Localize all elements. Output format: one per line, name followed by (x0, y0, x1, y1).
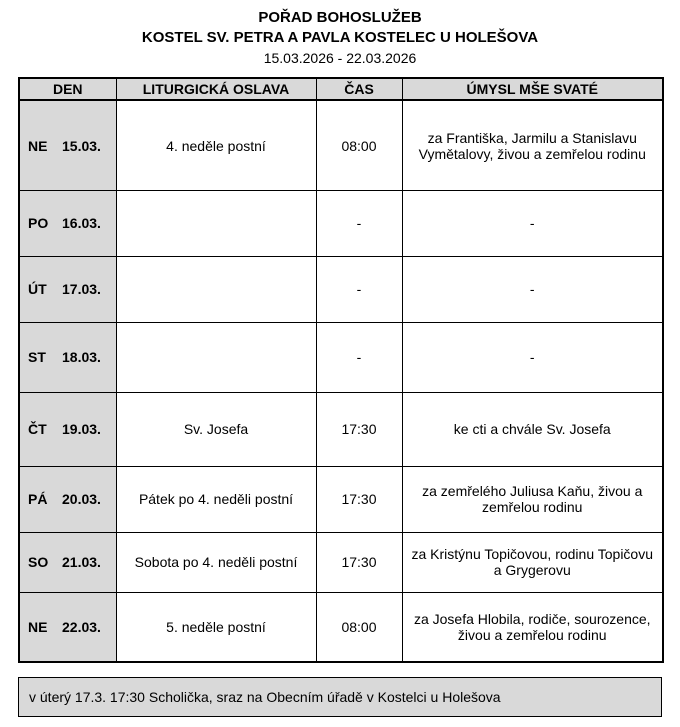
day-abbr: NE (28, 619, 48, 636)
day-abbr: SO (28, 554, 49, 571)
page-subtitle: KOSTEL SV. PETRA A PAVLA KOSTELEC U HOLEŠOVA (141, 29, 539, 47)
day-abbr: ÚT (28, 281, 47, 298)
column-header-oslava: LITURGICKÁ OSLAVA (116, 78, 316, 100)
day-abbr: ST (28, 349, 46, 366)
header-row (19, 78, 663, 100)
celebration-cell: 5. neděle postní (116, 592, 316, 662)
table-row (19, 466, 663, 532)
intention-cell: ke cti a chvále Sv. Josefa (402, 392, 663, 466)
day-abbr: ČT (28, 421, 47, 438)
table-row (19, 592, 663, 662)
table-row (19, 392, 663, 466)
intention-cell: za zemřelého Juliusa Kaňu, živou a zemřelou rodinu (402, 466, 663, 532)
day-cell (19, 256, 116, 322)
celebration-cell: Sobota po 4. neděli postní (116, 532, 316, 592)
day-cell (19, 190, 116, 256)
intention-cell: - (402, 322, 663, 392)
day-date: 18.03. (62, 349, 101, 366)
intention-cell: - (402, 256, 663, 322)
time-cell: - (316, 256, 402, 322)
table-row (19, 256, 663, 322)
day-date: 19.03. (62, 421, 101, 438)
page-title: POŘAD BOHOSLUŽEB (258, 9, 422, 26)
celebration-cell: 4. neděle postní (116, 100, 316, 190)
title-block (18, 8, 662, 67)
day-cell (19, 392, 116, 466)
day-date: 15.03. (62, 137, 101, 154)
column-header-den: DEN (19, 78, 116, 100)
celebration-cell (116, 322, 316, 392)
column-header-cas: ČAS (316, 78, 402, 100)
table-row (19, 322, 663, 392)
day-date: 21.03. (62, 554, 101, 571)
day-abbr: PÁ (28, 491, 48, 508)
table-row (19, 190, 663, 256)
time-cell: 08:00 (316, 592, 402, 662)
day-cell (19, 100, 116, 190)
schedule-table (18, 77, 664, 663)
table-row (19, 532, 663, 592)
footer-note: v úterý 17.3. 17:30 Scholička, sraz na Obecním úřadě v Kostelci u Holešova (18, 677, 662, 717)
time-cell: - (316, 322, 402, 392)
day-cell (19, 322, 116, 392)
date-range: 15.03.2026 - 22.03.2026 (263, 49, 417, 66)
day-abbr: NE (28, 137, 48, 154)
intention-cell: - (402, 190, 663, 256)
day-date: 20.03. (62, 491, 101, 508)
day-cell (19, 466, 116, 532)
time-cell: - (316, 190, 402, 256)
day-date: 16.03. (62, 215, 101, 232)
time-cell: 17:30 (316, 466, 402, 532)
celebration-cell: Pátek po 4. neděli postní (116, 466, 316, 532)
celebration-cell (116, 190, 316, 256)
day-cell (19, 592, 116, 662)
day-abbr: PO (28, 215, 49, 232)
day-date: 17.03. (62, 281, 101, 298)
intention-cell: za Kristýnu Topičovou, rodinu Topičovu a Grygerovu (402, 532, 663, 592)
table-row (19, 100, 663, 190)
time-cell: 08:00 (316, 100, 402, 190)
celebration-cell (116, 256, 316, 322)
day-cell (19, 532, 116, 592)
column-header-umysl: ÚMYSL MŠE SVATÉ (402, 78, 663, 100)
day-date: 22.03. (62, 619, 101, 636)
time-cell: 17:30 (316, 392, 402, 466)
time-cell: 17:30 (316, 532, 402, 592)
celebration-cell: Sv. Josefa (116, 392, 316, 466)
intention-cell: za Františka, Jarmilu a Stanislavu Vymětalovy, živou a zemřelou rodinu (402, 100, 663, 190)
intention-cell: za Josefa Hlobila, rodiče, sourozence, živou a zemřelou rodinu (402, 592, 663, 662)
